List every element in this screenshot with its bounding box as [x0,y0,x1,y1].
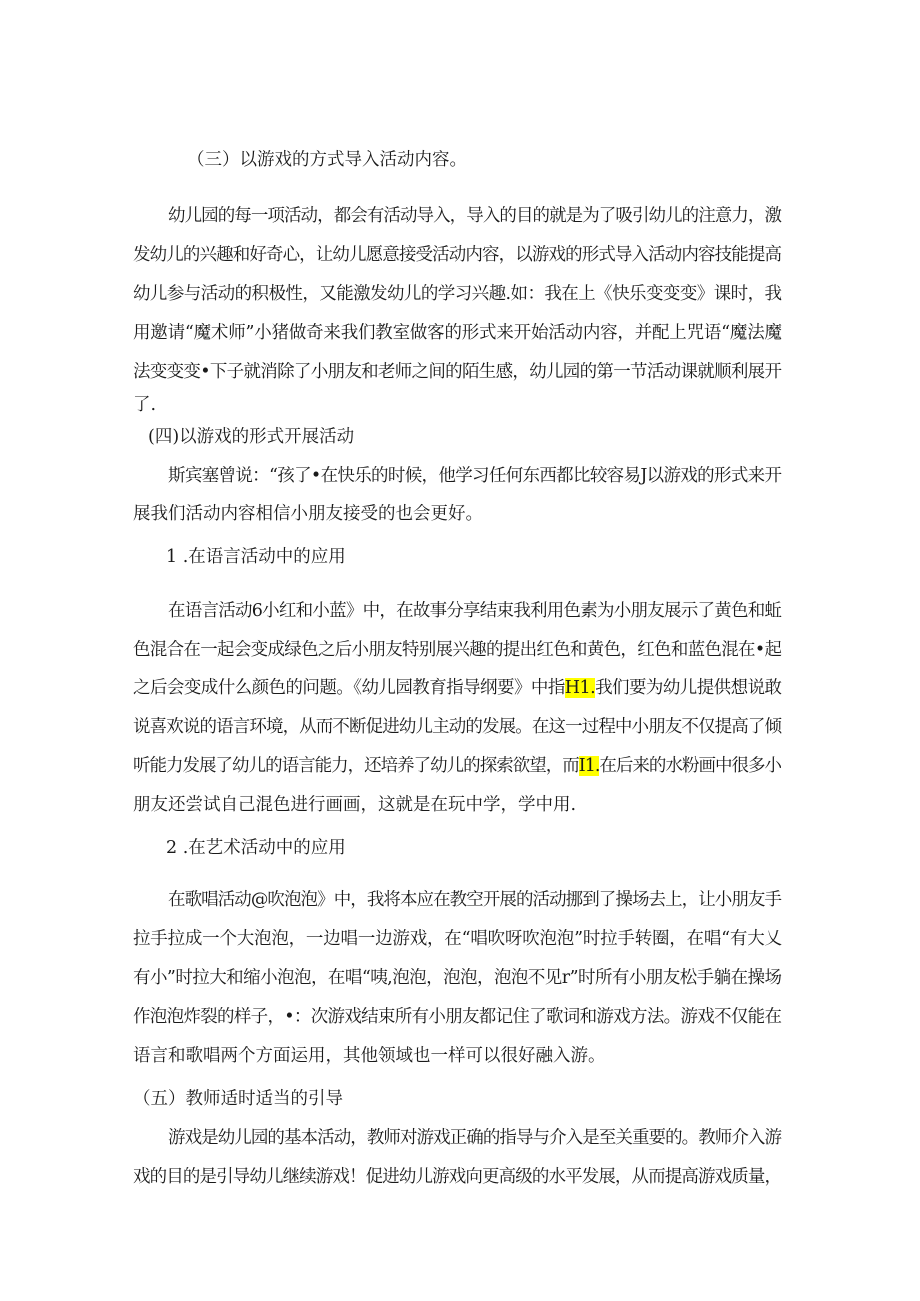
text-run: 幼儿参与活动的积极性，又能激发幼儿的学习兴趣.如：我在上《快乐变变变》课时，我 [133,284,782,304]
text-run: 在后来的水粉画中很多小 [599,756,782,776]
paragraph-line [133,1048,606,1066]
text-run: 语言和歌唱两个方面运用，其他领域也一样可以很好融入游。 [133,1046,606,1066]
text-run: 在歌唱活动@吹泡泡》中，我将本应在教空开展的活动挪到了操场去上，让小朋友手 [168,890,782,910]
text-run: 了. [133,395,157,415]
paragraph-line [133,758,781,776]
paragraph-line [168,208,781,226]
paragraph-line [133,797,576,815]
paragraph-line [168,603,781,621]
paragraph-line [133,680,781,698]
text-run: (四)以游戏的形式开展活动 [148,427,355,447]
text-run: 1 .在语言活动中的应用 [166,547,346,567]
text-run: 在语言活动6小红和小蓝》中，在故事分享结束我利用色素为小朋友展示了黄色和蚯 [168,601,782,621]
paragraph-line [133,325,782,343]
section-heading [133,1091,343,1109]
text-run: 游戏是幼儿园的基本活动，教师对游戏正确的指导与介入是至关重要的。教师介入游 [168,1128,782,1148]
text-run: 2 .在艺术活动中的应用 [166,838,346,858]
paragraph-line [133,719,781,737]
paragraph-line [133,364,781,382]
section-heading [187,152,467,170]
text-run: 戏的目的是引导幼儿继续游戏！促进幼儿游戏向更高级的水平发展，从而提高游戏质量， [133,1167,782,1187]
highlighted-text: H1. [564,678,596,698]
paragraph-line [133,247,781,265]
paragraph-line [168,1130,781,1148]
paragraph-line [133,970,781,988]
text-run: 展我们活动内容相信小朋友接受的也会更好。 [133,504,483,524]
text-run: （五）教师适时适当的引导 [133,1089,343,1109]
section-heading [148,429,354,447]
text-run: 幼儿园的每一项活动，都会有活动导入，导入的目的就是为了吸引幼儿的注意力，激 [168,206,782,226]
text-run: 我们要为幼儿提供想说敢 [595,678,782,698]
text-run: 作泡泡炸裂的样子，•：次游戏结束所有小朋友都记住了歌词和游戏方法。游戏不仅能在 [133,1007,782,1027]
paragraph-line [133,397,156,415]
highlighted-text: I1. [578,756,600,776]
text-run: 斯宾塞曾说：“孩了•在快乐的时候，他学习任何东西都比较容易J以游戏的形式来开 [168,466,782,486]
text-run: 有小”时拉大和缩小泡泡，在唱“咦,泡泡，泡泡，泡泡不见r”时所有小朋友松手躺在操场 [133,968,782,988]
text-run: 说喜欢说的语言环境，从而不断促进幼儿主动的发展。在这一过程中小朋友不仅提高了倾 [133,717,782,737]
paragraph-line [133,642,781,660]
text-run: 听能力发展了幼儿的语言能力，还培养了幼儿的探索欲望，而 [133,756,579,776]
section-heading [166,840,346,858]
paragraph-line [133,506,483,524]
paragraph-line [168,468,781,486]
text-run: 色混合在一起会变成绿色之后小朋友特别展兴趣的提出红色和黄色，红色和蓝色混在•起 [133,640,782,660]
text-run: （三）以游戏的方式导入活动内容。 [187,150,467,170]
paragraph-line [168,892,781,910]
paragraph-line [133,1009,781,1027]
text-run: 法变变变•下子就消除了小朋友和老师之间的陌生感，幼儿园的第一节活动课就顺利展开 [133,362,782,382]
paragraph-line [133,286,781,304]
text-run: 之后会变成什么颜色的问题。《幼儿园教育指导纲要》中指 [133,678,565,698]
paragraph-line [133,1169,781,1187]
section-heading [166,549,346,567]
paragraph-line [133,931,782,949]
text-run: 发幼儿的兴趣和好奇心，让幼儿愿意接受活动内容，以游戏的形式导入活动内容技能提高 [133,245,782,265]
text-run: 朋友还尝试自己混色进行画画，这就是在玩中学，学中用. [133,795,577,815]
text-run: 拉手拉成一个大泡泡，一边唱一边游戏，在“唱吹呀吹泡泡”时拉手转圈，在唱“有大乂 [133,929,782,949]
text-run: 用邀请“魔术师”小猪做奇来我们教室做客的形式来开始活动内容，并配上咒语“魔法魔 [133,323,782,343]
